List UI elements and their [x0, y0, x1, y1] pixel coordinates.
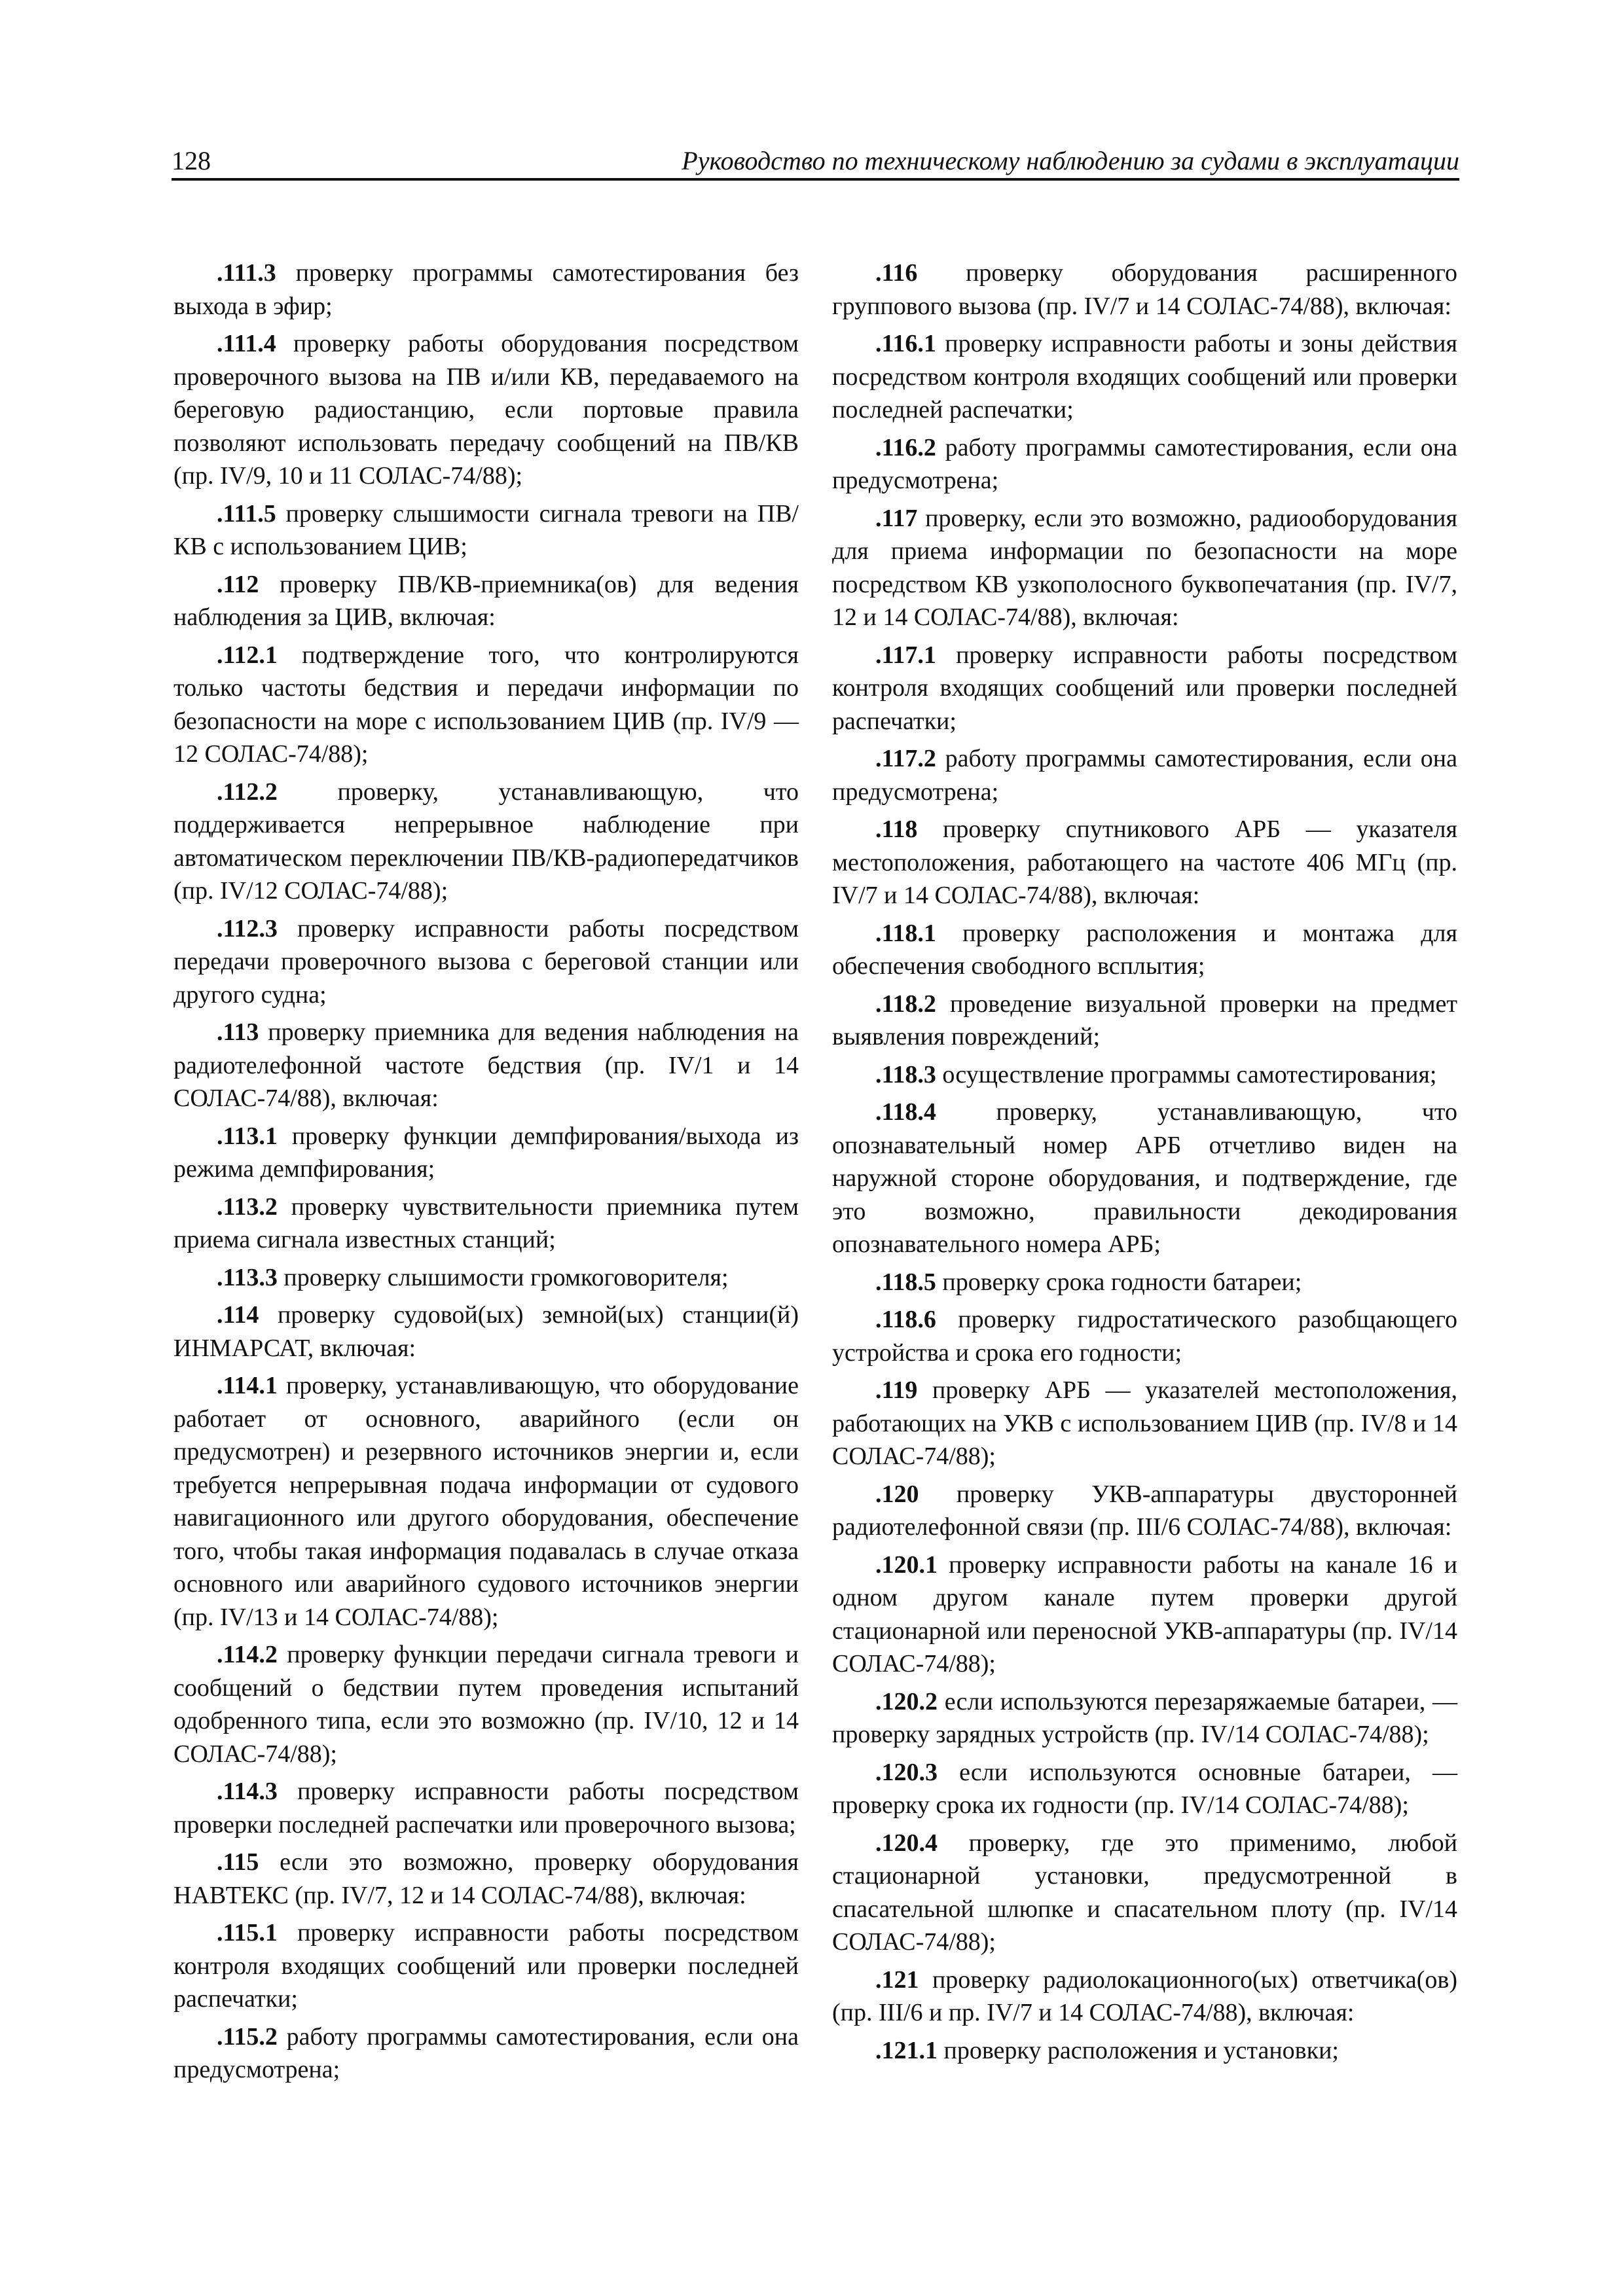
left-column [173, 257, 799, 2091]
clause-number: .112.1 [217, 641, 278, 669]
clause-paragraph [173, 1846, 799, 1912]
clause-paragraph [832, 988, 1457, 1054]
clause-paragraph [173, 497, 799, 564]
clause-paragraph [832, 742, 1457, 808]
clause-text: работу программы самотестирования, если она предусмотрена; [832, 433, 1457, 494]
clause-text: проверку исправности работы посредством проверки последней распечатки или проверочного вызова; [173, 1778, 799, 1839]
clause-text: проверку АРБ — указателей местоположения, работающих на УКВ с использованием ЦИВ (пр. IV/8 и 14 СОЛАС-74/88); [832, 1376, 1457, 1470]
clause-text: проверку чувствительности приемника путем приема сигнала известных станций; [173, 1193, 799, 1253]
clause-text: проверку оборудования расширенного группового вызова (пр. IV/7 и 14 СОЛАС-74/88), включая: [832, 259, 1457, 320]
clause-number: .118.2 [875, 990, 936, 1018]
clause-paragraph [173, 639, 799, 771]
clause-text: проверку УКВ-аппаратуры двусторонней радиотелефонной связи (пр. III/6 СОЛАС-74/88), включая: [832, 1480, 1457, 1541]
clause-text: если используются основные батареи, — проверку срока их годности (пр. IV/14 СОЛАС-74/88); [832, 1758, 1457, 1819]
clause-text: если используются перезаряжаемые батареи, — проверку зарядных устройств (пр. IV/14 СОЛАС-74/88); [832, 1687, 1457, 1748]
clause-paragraph [173, 1191, 799, 1257]
clause-number: .112.3 [217, 914, 278, 942]
clause-number: .117.1 [875, 641, 936, 669]
clause-paragraph [832, 1685, 1457, 1751]
clause-number: .120.2 [875, 1687, 938, 1715]
clause-paragraph [832, 639, 1457, 738]
clause-paragraph [832, 431, 1457, 497]
clause-paragraph [832, 813, 1457, 912]
clause-paragraph [832, 1756, 1457, 1822]
clause-paragraph [173, 257, 799, 323]
clause-text: подтверждение того, что контролируются только частоты бедствия и передачи информации по безопасности на море с использованием ЦИВ (пр. IV/9 — 12 СОЛАС-74/88); [173, 641, 799, 768]
clause-number: .111.3 [217, 259, 276, 287]
clause-number: .118.1 [875, 919, 936, 947]
clause-number: .117 [875, 504, 918, 532]
clause-number: .120.1 [875, 1551, 938, 1579]
clause-number: .120.3 [875, 1758, 938, 1786]
clause-number: .112 [217, 570, 259, 598]
clause-number: .121.1 [875, 2036, 938, 2064]
clause-text: работу программы самотестирования, если она предусмотрена; [173, 2022, 799, 2083]
right-column [832, 257, 1457, 2072]
clause-paragraph [832, 502, 1457, 634]
clause-paragraph [173, 1775, 799, 1841]
clause-paragraph [832, 1549, 1457, 1681]
clause-number: .118.3 [875, 1060, 936, 1088]
clause-text: проверку, устанавливающую, что поддерживается непрерывное наблюдение при автоматическом переключении ПВ/КВ-радиопередатчиков (пр. IV/12 СОЛАС-74/88); [173, 778, 799, 905]
clause-paragraph [832, 917, 1457, 983]
clause-number: .118.6 [875, 1306, 936, 1333]
clause-text: проверку радиолокационного(ых) ответчика(ов) (пр. III/6 и пр. IV/7 и 14 СОЛАС-74/88), включая: [832, 1965, 1457, 2026]
clause-number: .116.2 [875, 433, 936, 461]
clause-paragraph [832, 327, 1457, 427]
clause-number: .113.2 [217, 1193, 278, 1221]
clause-paragraph [832, 257, 1457, 323]
clause-paragraph [173, 1016, 799, 1115]
page-header [172, 143, 1459, 183]
clause-text: проверку приемника для ведения наблюдения на радиотелефонной частоте бедствия (пр. IV/1 и 14 СОЛАС-74/88), включая: [173, 1018, 799, 1112]
clause-text: проверку исправности работы посредством передачи проверочного вызова с береговой станции или другого судна; [173, 914, 799, 1009]
clause-paragraph [832, 1303, 1457, 1369]
page-number: 128 [172, 146, 211, 175]
clause-number: .117.2 [875, 745, 936, 772]
clause-number: .113.1 [217, 1122, 278, 1150]
clause-paragraph [832, 1058, 1457, 1092]
clause-text: проверку работы оборудования посредством проверочного вызова на ПВ и/или КВ, передаваемого на береговую радиостанцию, если портовые правила позволяют использовать передачу сообщений на ПВ/КВ (пр. IV/9, 10 и 11 СОЛАС-74/88); [173, 330, 799, 490]
clause-number: .114 [217, 1301, 259, 1329]
clause-number: .114.2 [217, 1641, 278, 1668]
clause-paragraph [832, 1964, 1457, 2030]
clause-number: .115.2 [217, 2022, 278, 2051]
clause-text: проверку исправности работы посредством контроля входящих сообщений или проверки последней распечатки; [832, 641, 1457, 735]
clause-paragraph [173, 568, 799, 634]
clause-text: работу программы самотестирования, если она предусмотрена; [832, 745, 1457, 806]
clause-number: .118.5 [875, 1268, 936, 1296]
clause-text: проверку, где это применимо, любой стационарной установки, предусмотренной в спасательной шлюпке и спасательном плоту (пр. IV/14 СОЛАС-74/88); [832, 1829, 1457, 1956]
clause-number: .120.4 [875, 1829, 938, 1857]
clause-number: .118 [875, 816, 918, 843]
clause-text: проверку слышимости громкоговорителя; [277, 1263, 729, 1291]
clause-paragraph [173, 1638, 799, 1770]
clause-paragraph [832, 1827, 1457, 1959]
clause-number: .119 [875, 1376, 918, 1404]
clause-number: .113.3 [217, 1263, 278, 1291]
clause-text: проверку, устанавливающую, что оборудование работает от основного, аварийного (если он предусмотрен) и резервного источников энергии и, если требуется непрерывная подача информации от судового навигационного или другого оборудования, обеспечение того, чтобы такая информация подавалась в случае отказа основного или аварийного судового источников энергии (пр. IV/13 и 14 СОЛАС-74/88); [173, 1372, 799, 1631]
clause-number: .120 [875, 1480, 919, 1508]
header-rule [172, 178, 1459, 181]
clause-text: проверку исправности работы на канале 16 и одном другом канале путем проверки другой стационарной или переносной УКВ-аппаратуры (пр. IV/14 СОЛАС-74/88); [832, 1551, 1457, 1677]
clause-text: проверку функции демпфирования/выхода из режима демпфирования; [173, 1122, 799, 1183]
clause-number: .115.1 [217, 1919, 278, 1946]
clause-paragraph [173, 1261, 799, 1295]
clause-paragraph [173, 1369, 799, 1634]
clause-text: проверку гидростатического разобщающего устройства и срока его годности; [832, 1306, 1457, 1367]
clause-text: если это возможно, проверку оборудования НАВТЕКС (пр. IV/7, 12 и 14 СОЛАС-74/88), включая: [173, 1848, 799, 1909]
clause-paragraph [832, 2034, 1457, 2068]
clause-text: проведение визуальной проверки на предмет выявления повреждений; [832, 990, 1457, 1050]
clause-text: проверку исправности работы посредством контроля входящих сообщений или проверки последней распечатки; [173, 1919, 799, 2013]
running-title: Руководство по техническому наблюдению за судами в эксплуатации [682, 146, 1459, 175]
clause-paragraph [173, 912, 799, 1012]
clause-paragraph [173, 327, 799, 493]
clause-text: проверку исправности работы и зоны действия посредством контроля входящих сообщений или проверки последней распечатки; [832, 330, 1457, 423]
clause-paragraph [832, 1096, 1457, 1261]
clause-text: проверку слышимости сигнала тревоги на ПВ/КВ с использованием ЦИВ; [173, 499, 799, 560]
clause-text: проверку ПВ/КВ-приемника(ов) для ведения наблюдения за ЦИВ, включая: [173, 570, 799, 631]
clause-paragraph [832, 1374, 1457, 1473]
clause-text: проверку расположения и установки; [938, 2036, 1339, 2064]
clause-number: .114.1 [217, 1372, 278, 1399]
clause-paragraph [832, 1266, 1457, 1299]
clause-text: проверку расположения и монтажа для обеспечения свободного всплытия; [832, 919, 1457, 980]
clause-number: .118.4 [875, 1098, 936, 1126]
clause-text: проверку срока годности батареи; [936, 1268, 1302, 1296]
clause-number: .121 [875, 1965, 919, 1994]
clause-paragraph [832, 1478, 1457, 1544]
clause-paragraph [173, 1299, 799, 1365]
clause-text: проверку, устанавливающую, что опознавательный номер АРБ отчетливо виден на наружной стороне оборудования, и подтверждение, где это возможно, правильности декодирования опознавательного номера АРБ; [832, 1098, 1457, 1258]
clause-paragraph [173, 1916, 799, 2016]
clause-number: .113 [217, 1018, 259, 1046]
clause-paragraph [173, 1120, 799, 1186]
clause-text: проверку, если это возможно, радиооборудования для приема информации по безопасности на море посредством КВ узкополосного буквопечатания (пр. IV/7, 12 и 14 СОЛАС-74/88), включая: [832, 504, 1457, 631]
clause-text: проверку судовой(ых) земной(ых) станции(й) ИНМАРСАТ, включая: [173, 1301, 799, 1362]
clause-number: .116 [875, 259, 918, 287]
clause-text: осуществление программы самотестирования; [936, 1060, 1437, 1088]
clause-number: .111.4 [217, 330, 276, 357]
clause-number: .115 [217, 1848, 259, 1876]
clause-number: .116.1 [875, 330, 936, 357]
clause-text: проверку спутникового АРБ — указателя местоположения, работающего на частоте 406 МГц (пр. IV/7 и 14 СОЛАС-74/88), включая: [832, 816, 1457, 909]
clause-number: .111.5 [217, 499, 276, 528]
clause-paragraph [173, 776, 799, 908]
clause-number: .114.3 [217, 1778, 278, 1805]
clause-number: .112.2 [217, 778, 278, 806]
clause-paragraph [173, 2020, 799, 2087]
clause-text: проверку функции передачи сигнала тревоги и сообщений о бедствии путем проведения испытаний одобренного типа, если это возможно (пр. IV/10, 12 и 14 СОЛАС-74/88); [173, 1641, 799, 1768]
clause-text: проверку программы самотестирования без выхода в эфир; [173, 259, 799, 320]
